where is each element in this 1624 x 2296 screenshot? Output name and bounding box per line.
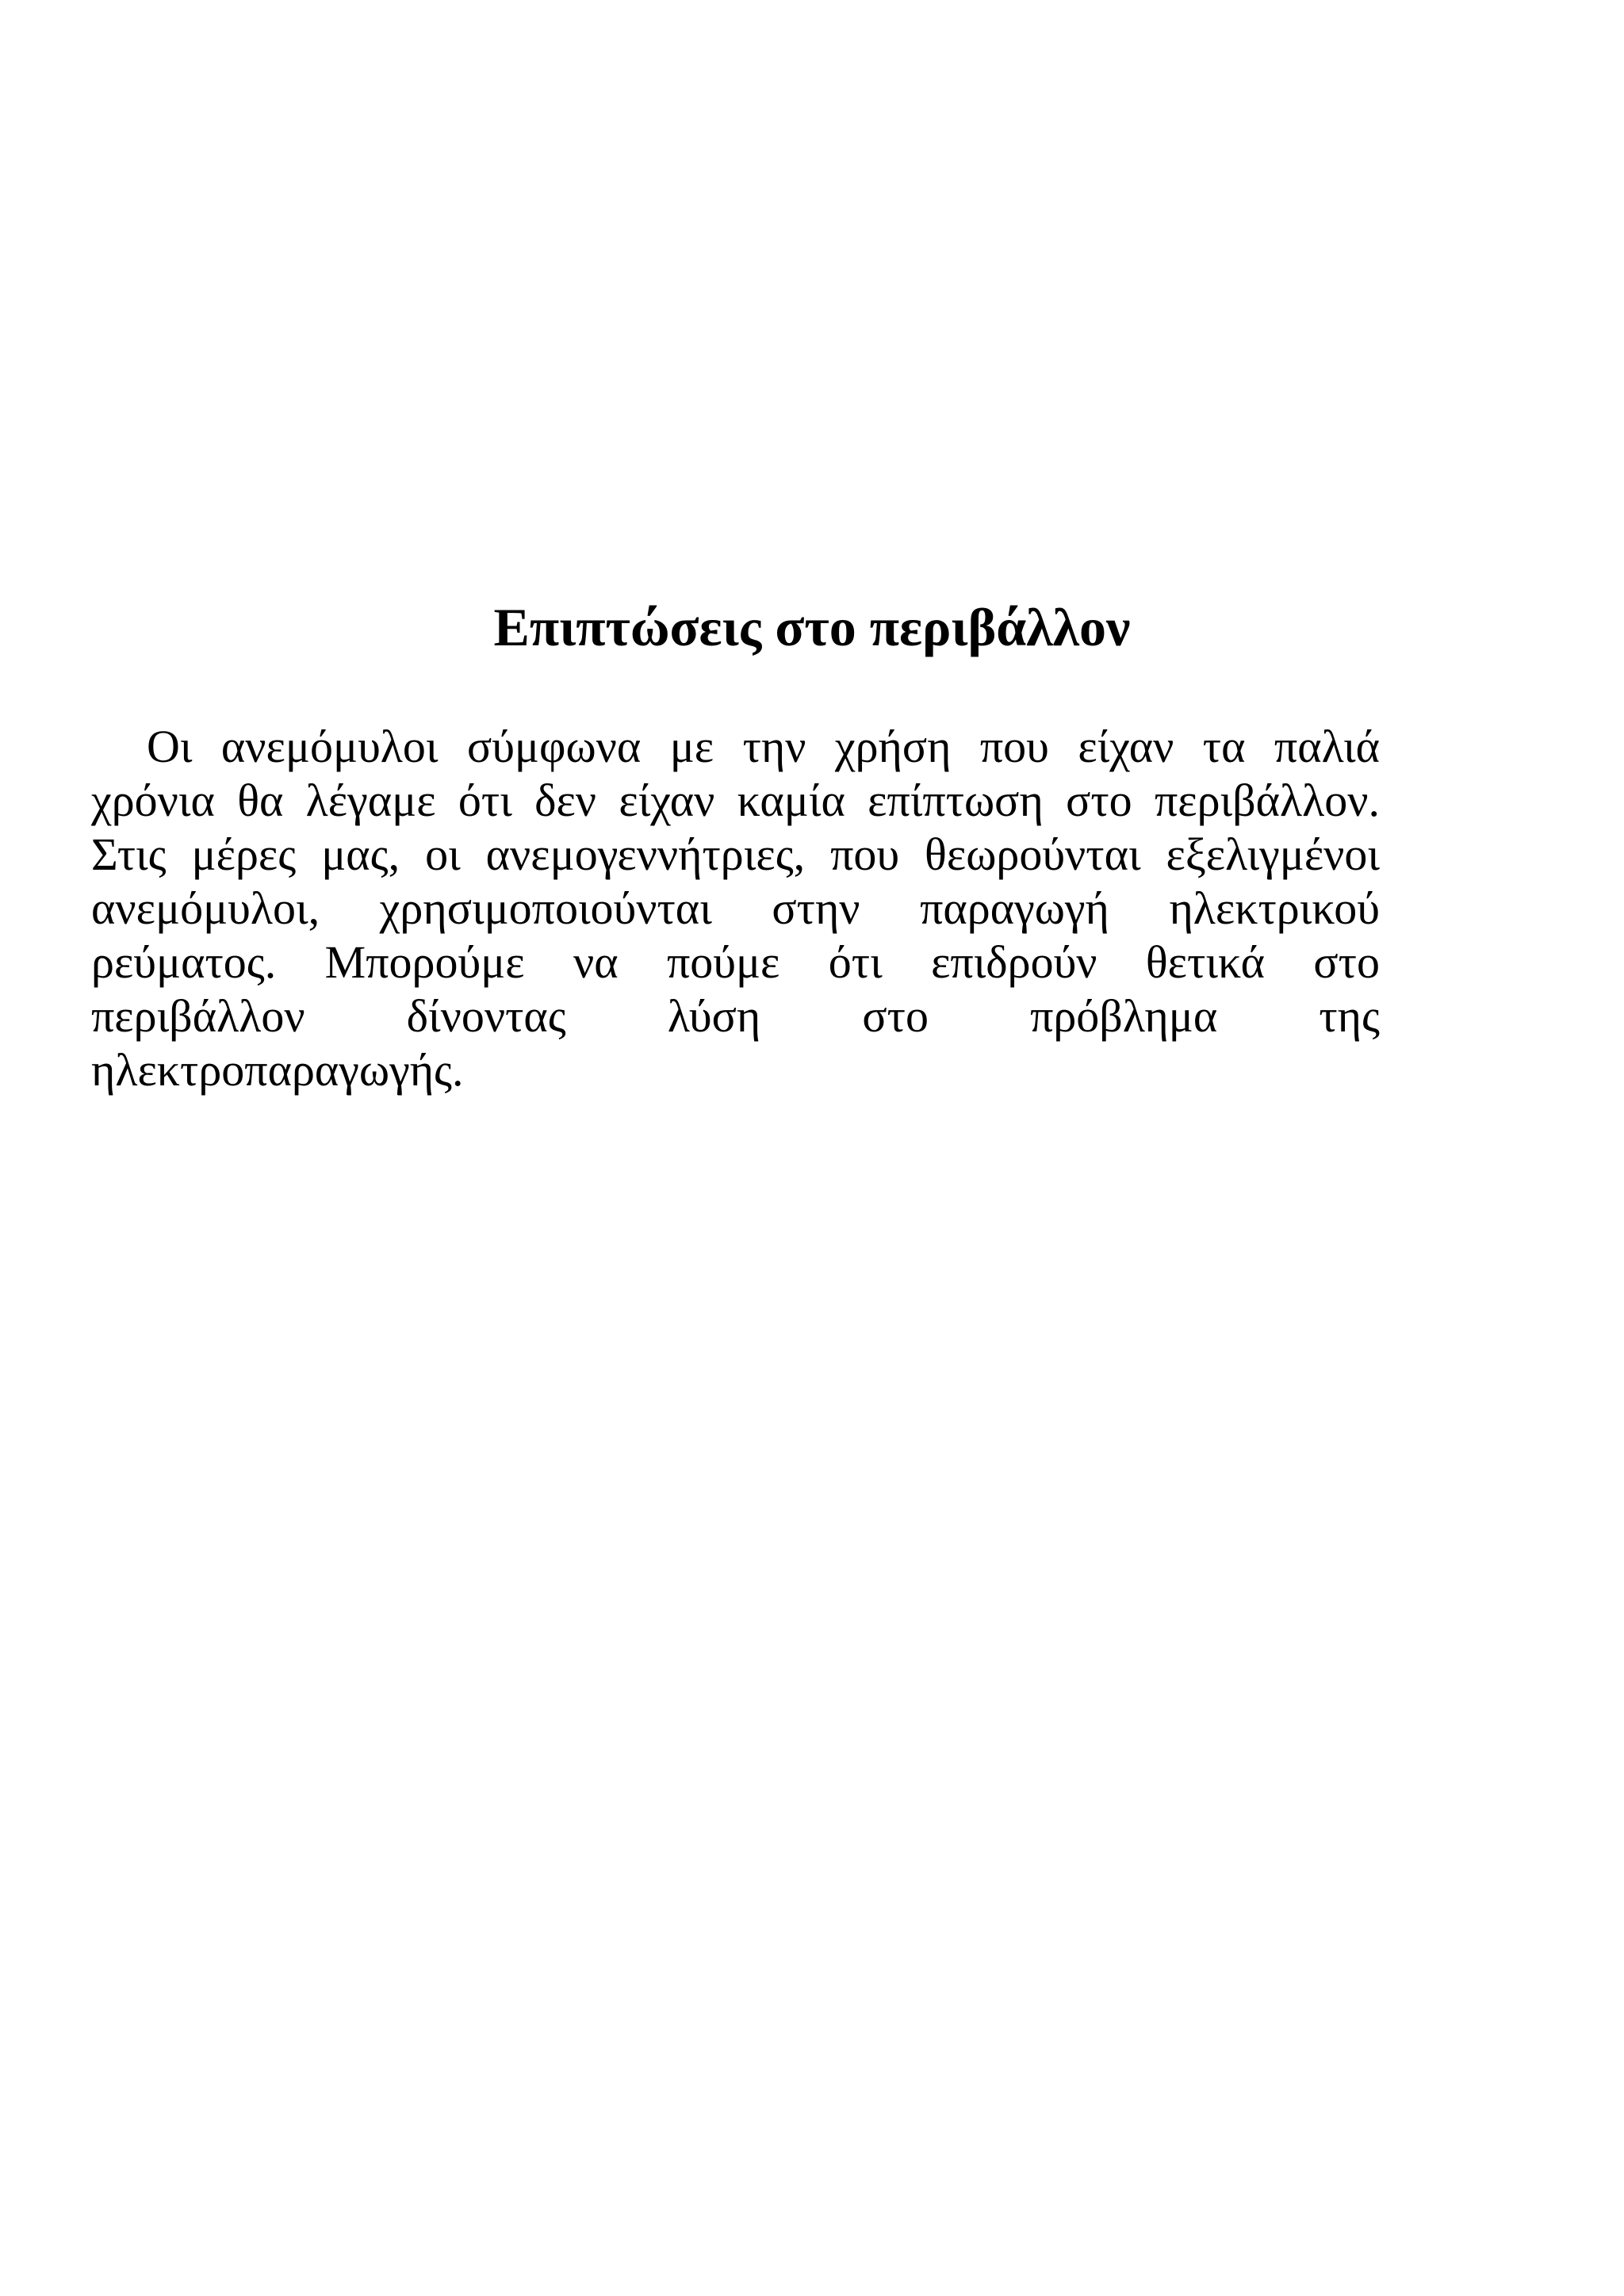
paragraph-line: Στις μέρες μας, οι ανεμογεννήτριες, που θεωρούνται εξελιγμένοι [91,828,1380,880]
paragraph-line: ανεμόμυλοι, χρησιμοποιούνται στην παραγωγή ηλεκτρικού [91,882,1380,934]
page-title: Επιπτώσεις στο περιβάλλον [493,597,1131,657]
paragraph-line: Οι ανεμόμυλοι σύμφωνα με την χρήση που είχαν τα παλιά [147,721,1380,772]
paragraph-line: ρεύματος. Μπορούμε να πούμε ότι επιδρούν θετικά στο [91,936,1380,988]
paragraph-line: χρόνια θα λέγαμε ότι δεν είχαν καμία επίπτωση στο περιβάλλον. [91,775,1380,826]
paragraph-line: περιβάλλον δίνοντας λύση στο πρόβλημα της [91,990,1380,1042]
body-paragraph [91,720,1380,1097]
paragraph-line: ηλεκτροπαραγωγής. [91,1044,464,1096]
